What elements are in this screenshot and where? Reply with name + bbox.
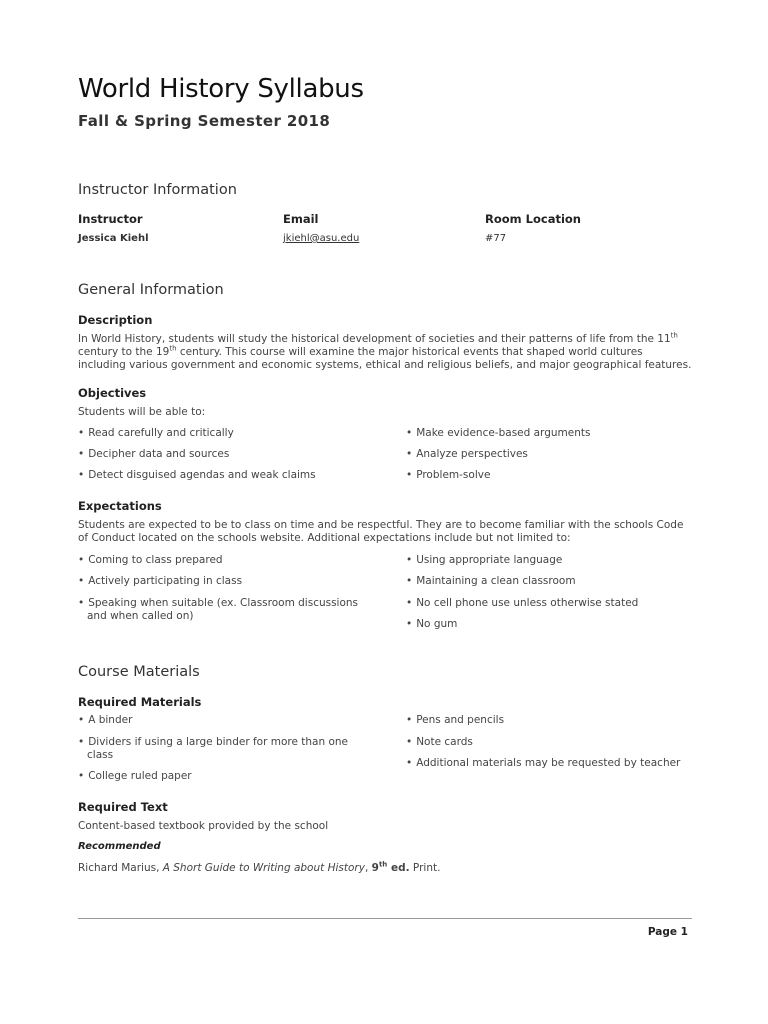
citation-comma: ,: [364, 862, 372, 874]
page-title: World History Syllabus: [78, 74, 364, 104]
general-info-heading: General Information: [78, 282, 224, 298]
bullet-icon: •: [78, 427, 85, 439]
citation-author: Richard Marius,: [78, 862, 163, 874]
objective-item: [406, 427, 590, 440]
instructor-col-header: Instructor: [78, 212, 143, 226]
expectation-item: [78, 597, 367, 623]
citation-edition-sup: th: [378, 860, 388, 869]
material-item: [406, 736, 473, 749]
bullet-icon: •: [406, 427, 413, 439]
expectation-item: [406, 618, 457, 631]
objective-item: [406, 469, 490, 482]
material-text: Additional materials may be requested by teacher: [416, 757, 681, 769]
objective-text: Decipher data and sources: [88, 448, 230, 460]
bullet-icon: •: [406, 618, 413, 630]
objective-item: [78, 448, 229, 461]
bullet-icon: •: [406, 469, 413, 481]
material-text: Dividers if using a large binder for more than one class: [87, 736, 349, 761]
expectation-text: Speaking when suitable (ex. Classroom discussions and when called on): [87, 597, 359, 622]
citation-edition-ed: ed.: [387, 862, 410, 874]
bullet-icon: •: [78, 469, 85, 481]
page-subtitle: Fall & Spring Semester 2018: [78, 112, 331, 130]
expectation-text: No gum: [416, 618, 458, 630]
citation-title: A Short Guide to Writing about History: [162, 862, 365, 874]
objective-item: [406, 448, 528, 461]
material-text: Note cards: [416, 736, 473, 748]
material-text: College ruled paper: [88, 770, 192, 782]
description-part-2: century to the 19: [78, 346, 170, 358]
material-text: A binder: [88, 714, 133, 726]
bullet-icon: •: [78, 770, 85, 782]
citation-edition-number: 9: [371, 862, 379, 874]
bullet-icon: •: [406, 575, 413, 587]
course-materials-heading: Course Materials: [78, 664, 200, 680]
recommended-label: Recommended: [78, 841, 161, 852]
recommended-citation: [78, 862, 440, 875]
objective-text: Read carefully and critically: [88, 427, 234, 439]
bullet-icon: •: [78, 448, 85, 460]
instructor-email-link[interactable]: jkiehl@asu.edu: [283, 233, 360, 244]
material-text: Pens and pencils: [416, 714, 505, 726]
expectation-item: [406, 575, 576, 588]
material-item: [406, 757, 680, 770]
bullet-icon: •: [78, 714, 85, 726]
room-location: #77: [485, 233, 507, 244]
description-sup-1: th: [670, 331, 678, 340]
expectation-text: Using appropriate language: [416, 554, 563, 566]
objective-text: Make evidence-based arguments: [416, 427, 591, 439]
bullet-icon: •: [406, 714, 413, 726]
objective-item: [78, 469, 316, 482]
instructor-name: Jessica Kiehl: [78, 233, 149, 244]
material-item: [78, 714, 132, 727]
bullet-icon: •: [78, 554, 85, 566]
bullet-icon: •: [406, 736, 413, 748]
objective-text: Problem-solve: [416, 469, 491, 481]
description-sup-2: th: [169, 344, 177, 353]
objective-text: Analyze perspectives: [416, 448, 528, 460]
expectation-text: No cell phone use unless otherwise stated: [416, 597, 639, 609]
bullet-icon: •: [406, 757, 413, 769]
bullet-icon: •: [78, 736, 85, 748]
expectation-text: Coming to class prepared: [88, 554, 223, 566]
description-part-3: century. This course will examine the major historical events that shaped world cultures including various government and economic systems, ethical and religious beliefs, and major geographical features.: [78, 346, 692, 371]
material-item: [406, 714, 504, 727]
bullet-icon: •: [78, 597, 85, 609]
instructor-info-heading: Instructor Information: [78, 182, 237, 198]
material-item: [78, 736, 357, 762]
expectation-item: [406, 554, 562, 567]
required-text-body: Content-based textbook provided by the school: [78, 820, 329, 832]
expectations-intro: Students are expected to be to class on time and be respectful. They are to become familiar with the schools Code of Conduct located on the schools website. Additional expectations include but not limited to:: [78, 519, 684, 544]
expectation-text: Maintaining a clean classroom: [416, 575, 576, 587]
bullet-icon: •: [78, 575, 85, 587]
objectives-intro: Students will be able to:: [78, 406, 206, 418]
expectation-item: [78, 554, 223, 567]
expectations-heading: Expectations: [78, 499, 162, 513]
required-materials-heading: Required Materials: [78, 695, 202, 709]
bullet-icon: •: [406, 554, 413, 566]
expectation-item: [78, 575, 242, 588]
bullet-icon: •: [406, 448, 413, 460]
required-text-heading: Required Text: [78, 800, 168, 814]
description-part-1: In World History, students will study the historical development of societies and their patterns of life from the 11: [78, 333, 671, 345]
email-col-header: Email: [283, 212, 319, 226]
description-text: [78, 333, 692, 372]
citation-print: Print.: [409, 862, 441, 874]
bullet-icon: •: [406, 597, 413, 609]
footer-divider: [78, 918, 692, 919]
objective-text: Detect disguised agendas and weak claims: [88, 469, 316, 481]
expectation-text: Actively participating in class: [88, 575, 243, 587]
objectives-heading: Objectives: [78, 386, 147, 400]
page-number: Page 1: [647, 926, 688, 938]
objective-item: [78, 427, 234, 440]
description-heading: Description: [78, 313, 153, 327]
material-item: [78, 770, 192, 783]
room-col-header: Room Location: [485, 212, 581, 226]
expectation-item: [406, 597, 638, 610]
